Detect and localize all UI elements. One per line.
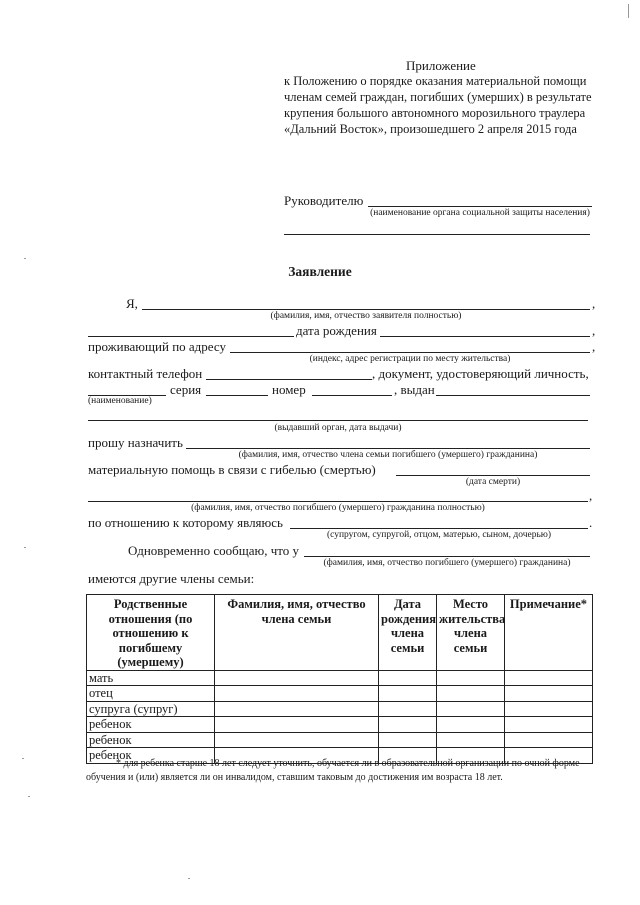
issued-label: , выдан [394, 382, 435, 397]
death-date-field[interactable] [396, 475, 590, 476]
caption-deceased: (фамилия, имя, отчество погибшего (умершего) гражданина полностью) [191, 503, 485, 513]
note-cell[interactable] [505, 670, 593, 686]
scan-speck [24, 258, 26, 259]
caption-relation: (супругом, супругой, отцом, матерью, сыном, дочерью) [326, 530, 552, 540]
table-header-row [87, 595, 593, 671]
series-label: серия [170, 382, 202, 397]
header-note: Примечание* [505, 595, 593, 671]
addressee-caption: (наименование органа социальной защиты населения) [370, 208, 590, 218]
document-title: Заявление [288, 264, 352, 279]
relation-cell: мать [87, 670, 215, 686]
note-cell[interactable] [505, 686, 593, 702]
name-cell[interactable] [215, 717, 379, 733]
header-birth-date: Дата рождения члена семьи [379, 595, 437, 671]
caption-deceased-2: (фамилия, имя, отчество погибшего (умершего) гражданина) [323, 558, 571, 568]
addressee-field[interactable] [368, 206, 592, 207]
relation-cell: ребенок [87, 748, 215, 764]
comma: , [592, 296, 596, 311]
addressee-field-2[interactable] [284, 234, 590, 235]
caption-issuer: (выдавший орган, дата выдачи) [274, 423, 402, 433]
table-row [87, 686, 593, 702]
simultaneously-label: Одновременно сообщаю, что у [128, 543, 300, 558]
address-field[interactable] [230, 352, 590, 353]
header-relation: Родственные отношения (по отношению к погибшему (умершему) [87, 595, 215, 671]
scan-speck [188, 878, 190, 879]
relation-cell: ребенок [87, 732, 215, 748]
header-full-name: Фамилия, имя, отчество члена семьи [215, 595, 379, 671]
appendix-line-1: к Положению о порядке оказания материальной помощи [284, 74, 587, 88]
applicant-name-field[interactable] [142, 309, 590, 310]
name-cell[interactable] [215, 686, 379, 702]
name-cell[interactable] [215, 701, 379, 717]
applicant-name-field-2[interactable] [88, 336, 294, 337]
birth-date-cell[interactable] [379, 732, 437, 748]
ya-label: Я, [126, 296, 138, 311]
caption-member: (фамилия, имя, отчество члена семьи погибшего (умершего) гражданина) [238, 450, 538, 460]
issued-field[interactable] [436, 395, 590, 396]
residence-cell[interactable] [437, 717, 505, 733]
period: . [589, 515, 593, 530]
scan-speck [28, 796, 30, 797]
series-field[interactable] [206, 395, 268, 396]
note-cell[interactable] [505, 701, 593, 717]
residence-cell[interactable] [437, 732, 505, 748]
caption-address: (индекс, адрес регистрации по месту жительства) [309, 354, 511, 364]
birth-date-cell[interactable] [379, 670, 437, 686]
caption-name: (наименование) [88, 396, 152, 406]
deceased-name-field[interactable] [88, 501, 588, 502]
birth-date-cell[interactable] [379, 717, 437, 733]
relation-cell: отец [87, 686, 215, 702]
residing-label: проживающий по адресу [88, 339, 226, 354]
scan-speck [22, 758, 24, 759]
member-name-field[interactable] [186, 448, 590, 449]
scan-speck [24, 547, 26, 548]
residence-cell[interactable] [437, 701, 505, 717]
name-cell[interactable] [215, 732, 379, 748]
scan-speck [628, 4, 629, 18]
family-members-table [86, 594, 593, 764]
aid-label: материальную помощь в связи с гибелью (смертью) [88, 462, 376, 477]
table-row [87, 732, 593, 748]
other-members-label: имеются другие члены семьи: [88, 571, 255, 586]
header-residence: Место жительства члена семьи [437, 595, 505, 671]
appendix-title: Приложение [406, 58, 476, 73]
name-cell[interactable] [215, 670, 379, 686]
id-doc-label: , документ, удостоверяющий личность, [372, 366, 589, 381]
relation-field[interactable] [290, 528, 588, 529]
table-row [87, 701, 593, 717]
caption-death-date: (дата смерти) [465, 477, 521, 487]
relation-cell: супруга (супруг) [87, 701, 215, 717]
footnote: * для ребенка старше 18 лет следует уточнить, обучается ли в образовательной организации по очной форме обучения и (или) является ли он инвалидом, ставшим таковым до достижения им возраста 18 лет. [86, 758, 580, 783]
appendix-line-4: «Дальний Восток», произошедшего 2 апреля 2015 года [284, 122, 577, 136]
birth-date-field[interactable] [380, 336, 590, 337]
caption-applicant: (фамилия, имя, отчество заявителя полностью) [270, 311, 462, 321]
number-field[interactable] [312, 395, 392, 396]
phone-label: контактный телефон [88, 366, 203, 381]
relation-cell: ребенок [87, 717, 215, 733]
deceased-name-field-2[interactable] [304, 556, 590, 557]
number-label: номер [272, 382, 306, 397]
comma: , [589, 488, 593, 503]
relation-label: по отношению к которому являюсь [88, 515, 283, 530]
table-row [87, 717, 593, 733]
residence-cell[interactable] [437, 670, 505, 686]
appendix-line-2: членам семей граждан, погибших (умерших) в результате [284, 90, 592, 104]
phone-field[interactable] [206, 379, 372, 380]
request-label: прошу назначить [88, 435, 183, 450]
birth-date-cell[interactable] [379, 686, 437, 702]
residence-cell[interactable] [437, 686, 505, 702]
issuer-field[interactable] [88, 420, 588, 421]
appendix-line-3: крупения большого автономного морозильного траулера [284, 106, 586, 120]
comma: , [592, 323, 596, 338]
table-row [87, 670, 593, 686]
birth-date-cell[interactable] [379, 701, 437, 717]
addressee-label: Руководителю [284, 193, 364, 208]
birth-date-label: дата рождения [296, 323, 377, 338]
comma: , [592, 339, 596, 354]
note-cell[interactable] [505, 717, 593, 733]
note-cell[interactable] [505, 732, 593, 748]
